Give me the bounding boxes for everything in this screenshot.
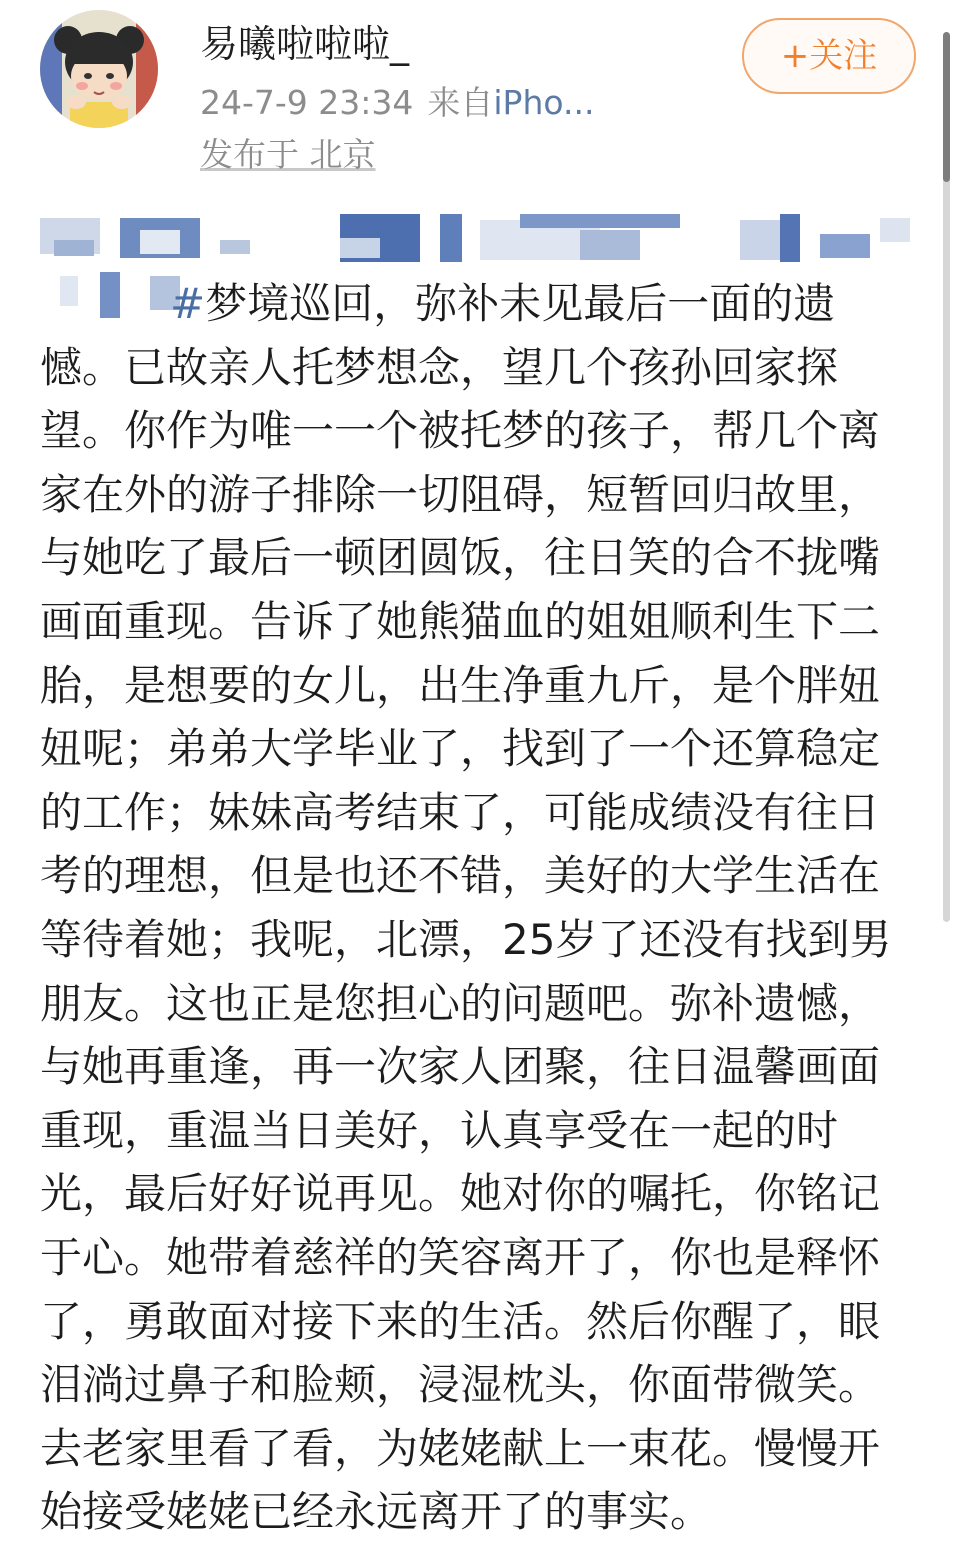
post-meta	[200, 80, 594, 126]
body-line: 重现，重温当日美好，认真享受在一起的时	[40, 1105, 839, 1155]
avatar[interactable]	[40, 10, 158, 128]
timestamp: 24-7-9 23:34	[200, 83, 414, 122]
post-body	[40, 272, 920, 1544]
body-text: 梦境巡回，弥补未见最后一面的遗	[205, 279, 836, 328]
body-line: 与她吃了最后一顿团圆饭，往日笑的合不拢嘴	[40, 533, 881, 583]
source-device-link[interactable]: iPho...	[493, 83, 595, 122]
post-location: 发布于 北京	[200, 135, 376, 174]
follow-button[interactable]: +关注	[742, 18, 916, 94]
body-line: 去老家里看了看，为姥姥献上一束花。慢慢开	[40, 1423, 881, 1473]
body-line: 泪淌过鼻子和脸颊，浸湿枕头，你面带微笑。	[40, 1360, 881, 1410]
scrollbar[interactable]	[943, 32, 950, 922]
body-line: 望。你作为唯一一个被托梦的孩子，帮几个离	[40, 406, 881, 456]
avatar-icon	[40, 10, 158, 128]
hashtag-link[interactable]: #	[170, 279, 206, 328]
body-line: 憾。已故亲人托梦想念，望几个孩孙回家探	[40, 342, 839, 392]
body-line: 始接受姥姥已经永远离开了的事实。	[40, 1487, 713, 1537]
body-line: 光，最后好好说再见。她对你的嘱托，你铭记	[40, 1169, 881, 1219]
post-header	[0, 0, 960, 200]
body-line	[40, 272, 920, 336]
body-line: 的工作；妹妹高考结束了，可能成绩没有往日	[40, 787, 881, 837]
scrollbar-thumb[interactable]	[943, 32, 950, 182]
body-line: 与她再重逢，再一次家人团聚，往日温馨画面	[40, 1042, 881, 1092]
body-line: 妞呢；弟弟大学毕业了，找到了一个还算稳定	[40, 724, 881, 774]
body-line: 等待着她；我呢，北漂，25岁了还没有找到男	[40, 914, 892, 964]
body-line: 考的理想，但是也还不错，美好的大学生活在	[40, 851, 881, 901]
body-line: 朋友。这也正是您担心的问题吧。弥补遗憾，	[40, 978, 881, 1028]
author-name[interactable]: 易曦啦啦啦_	[200, 22, 410, 66]
body-line: 胎，是想要的女儿，出生净重九斤，是个胖妞	[40, 660, 881, 710]
source-prefix: 来自	[427, 83, 494, 122]
body-line: 家在外的游子排除一切阻碍，短暂回归故里，	[40, 469, 881, 519]
body-line: 画面重现。告诉了她熊猫血的姐姐顺利生下二	[40, 596, 881, 646]
body-line: 于心。她带着慈祥的笑容离开了，你也是释怀	[40, 1232, 881, 1282]
body-line: 了，勇敢面对接下来的生活。然后你醒了，眼	[40, 1296, 881, 1346]
